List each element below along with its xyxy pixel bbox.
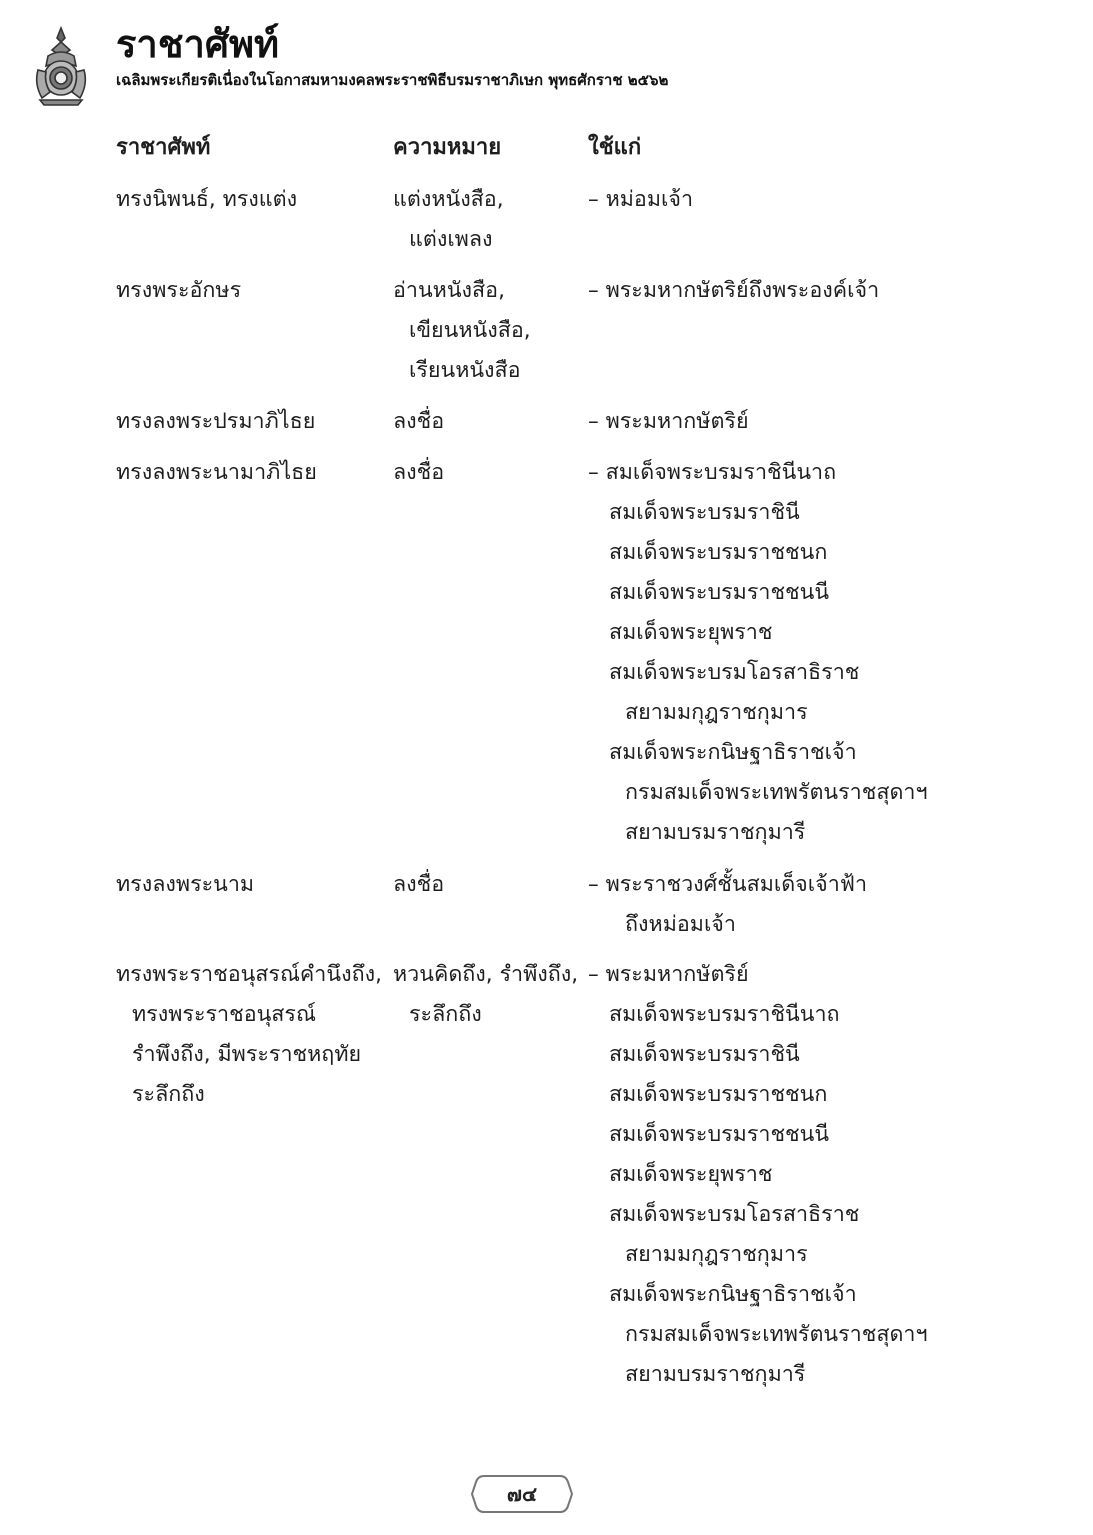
term-line: ทรงลงพระปรมาภิไธย xyxy=(116,409,316,434)
column-header-term: ราชาศัพท์ xyxy=(116,135,211,160)
page-title: ราชาศัพท์ xyxy=(116,21,280,66)
table-row-term xyxy=(116,402,391,442)
used-for-line: – พระราชวงศ์ชั้นสมเด็จเจ้าฟ้า xyxy=(588,872,868,897)
used-for-line: – หม่อมเจ้า xyxy=(588,187,694,212)
table-row-term xyxy=(116,453,391,493)
table-row-meaning xyxy=(393,865,583,905)
table-row-used-for xyxy=(588,865,1068,945)
table-row-used-for xyxy=(588,271,1068,311)
meaning-line: อ่านหนังสือ, xyxy=(393,278,505,303)
page-number: ๗๔ xyxy=(506,1482,538,1506)
meaning-line: เรียนหนังสือ xyxy=(409,358,521,383)
column-header-meaning: ความหมาย xyxy=(393,135,502,160)
table-row-used-for xyxy=(588,955,1068,1395)
meaning-line: ลงชื่อ xyxy=(393,409,445,434)
used-for-line: สมเด็จพระบรมราชชนก xyxy=(609,1082,828,1107)
term-line: ทรงลงพระนามาภิไธย xyxy=(116,460,317,485)
used-for-line: สมเด็จพระบรมราชชนนี xyxy=(609,580,830,605)
used-for-line: สมเด็จพระบรมราชชนนี xyxy=(609,1122,830,1147)
column-header-used-for: ใช้แก่ xyxy=(588,135,642,160)
meaning-line: เขียนหนังสือ, xyxy=(409,318,531,343)
term-line: ทรงพระราชอนุสรณ์ xyxy=(132,1002,316,1027)
table-row-used-for xyxy=(588,180,1068,220)
used-for-line: สมเด็จพระบรมราชินี xyxy=(609,1042,800,1067)
table-row-meaning xyxy=(393,955,583,1035)
used-for-line: สมเด็จพระกนิษฐาธิราชเจ้า xyxy=(609,740,857,765)
meaning-line: แต่งหนังสือ, xyxy=(393,187,504,212)
table-row-used-for xyxy=(588,453,1068,853)
term-line: ทรงพระราชอนุสรณ์คำนึงถึง, xyxy=(116,962,382,987)
term-line: ทรงนิพนธ์, ทรงแต่ง xyxy=(116,187,298,212)
meaning-line: หวนคิดถึง, รำพึงถึง, xyxy=(393,962,579,987)
table-row-meaning xyxy=(393,402,583,442)
table-row-meaning xyxy=(393,453,583,493)
used-for-line: สยามบรมราชกุมารี xyxy=(625,820,806,845)
table-row-meaning xyxy=(393,180,583,260)
table-row-term xyxy=(116,271,391,311)
used-for-line: กรมสมเด็จพระเทพรัตนราชสุดาฯ xyxy=(625,1322,928,1347)
term-line: ระลึกถึง xyxy=(132,1082,205,1107)
used-for-line: สมเด็จพระบรมราชินี xyxy=(609,500,800,525)
table-row-meaning xyxy=(393,271,583,391)
meaning-line: แต่งเพลง xyxy=(409,227,493,252)
used-for-line: กรมสมเด็จพระเทพรัตนราชสุดาฯ xyxy=(625,780,928,805)
used-for-line: – พระมหากษัตริย์ xyxy=(588,409,749,434)
meaning-line: ลงชื่อ xyxy=(393,872,445,897)
used-for-line: สมเด็จพระบรมราชชนก xyxy=(609,540,828,565)
used-for-line: – พระมหากษัตริย์ถึงพระองค์เจ้า xyxy=(588,278,880,303)
used-for-line: สมเด็จพระบรมราชินีนาถ xyxy=(609,1002,840,1027)
table-row-term xyxy=(116,955,391,1115)
used-for-line: สยามมกุฎราชกุมาร xyxy=(625,1242,808,1267)
term-line: ทรงลงพระนาม xyxy=(116,872,255,897)
term-line: รำพึงถึง, มีพระราชหฤทัย xyxy=(132,1042,362,1067)
used-for-line: สมเด็จพระยุพราช xyxy=(609,1162,773,1187)
used-for-line: สมเด็จพระกนิษฐาธิราชเจ้า xyxy=(609,1282,857,1307)
used-for-line: ถึงหม่อมเจ้า xyxy=(625,912,736,937)
used-for-line: สยามมกุฎราชกุมาร xyxy=(625,700,808,725)
meaning-line: ระลึกถึง xyxy=(409,1002,482,1027)
table-row-used-for xyxy=(588,402,1068,442)
used-for-line: – พระมหากษัตริย์ xyxy=(588,962,749,987)
used-for-line: สมเด็จพระบรมโอรสาธิราช xyxy=(609,660,860,685)
used-for-line: สยามบรมราชกุมารี xyxy=(625,1362,806,1387)
used-for-line: สมเด็จพระบรมโอรสาธิราช xyxy=(609,1202,860,1227)
used-for-line: สมเด็จพระยุพราช xyxy=(609,620,773,645)
page-footer xyxy=(470,1474,574,1514)
page-subtitle: เฉลิมพระเกียรติเนื่องในโอกาสมหามงคลพระราชพิธีบรมราชาภิเษก พุทธศักราช ๒๕๖๒ xyxy=(116,71,669,89)
term-line: ทรงพระอักษร xyxy=(116,278,242,303)
table-row-term xyxy=(116,180,391,220)
table-row-term xyxy=(116,865,391,905)
meaning-line: ลงชื่อ xyxy=(393,460,445,485)
used-for-line: – สมเด็จพระบรมราชินีนาถ xyxy=(588,460,837,485)
